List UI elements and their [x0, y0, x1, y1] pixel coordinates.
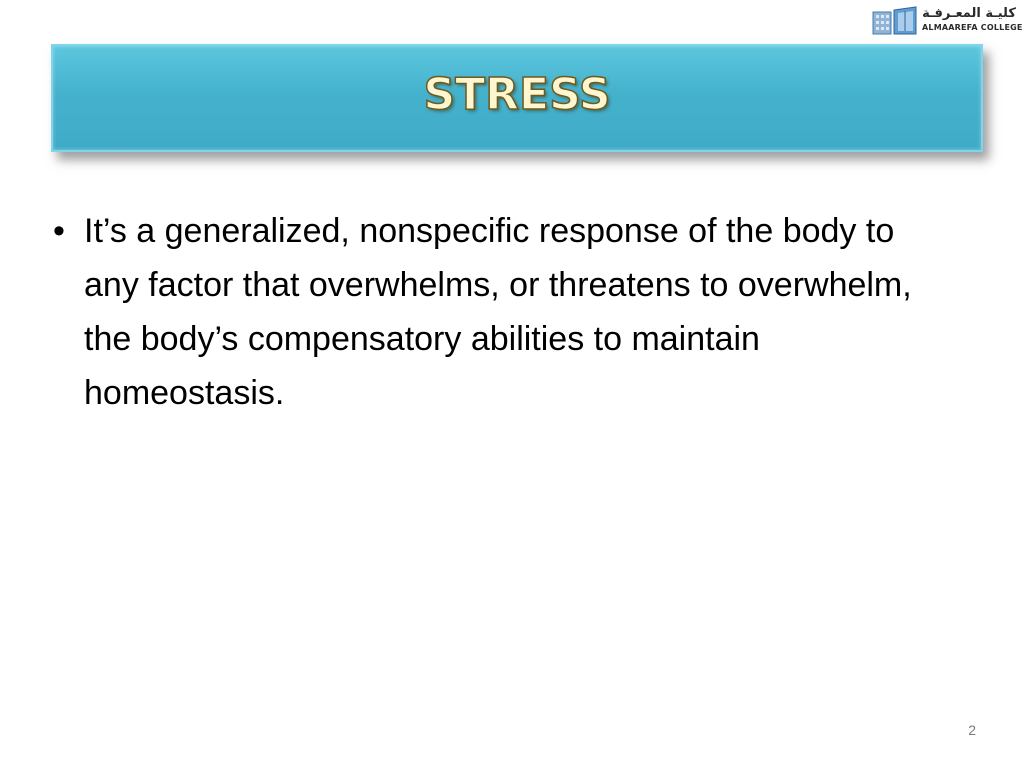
title-banner [51, 44, 983, 152]
bullet-dot-icon: • [53, 212, 65, 250]
bullet-item [44, 204, 954, 420]
page-number: 2 [968, 722, 976, 738]
bullet-text: It’s a generalized, nonspecific response of the body to any factor that overwhelms, or threatens to overwhelm, the body’s compensatory abilities to maintain homeostasis. [84, 212, 912, 412]
slide-title: STRESS [423, 68, 611, 120]
logo-english-text: ALMAAREFA COLLEGE [922, 23, 1023, 32]
logo-arabic-text: كليـة المعـرفـة [922, 6, 1016, 21]
building-icon [872, 6, 918, 36]
bullet-list [44, 204, 954, 420]
college-logo [870, 4, 1023, 38]
